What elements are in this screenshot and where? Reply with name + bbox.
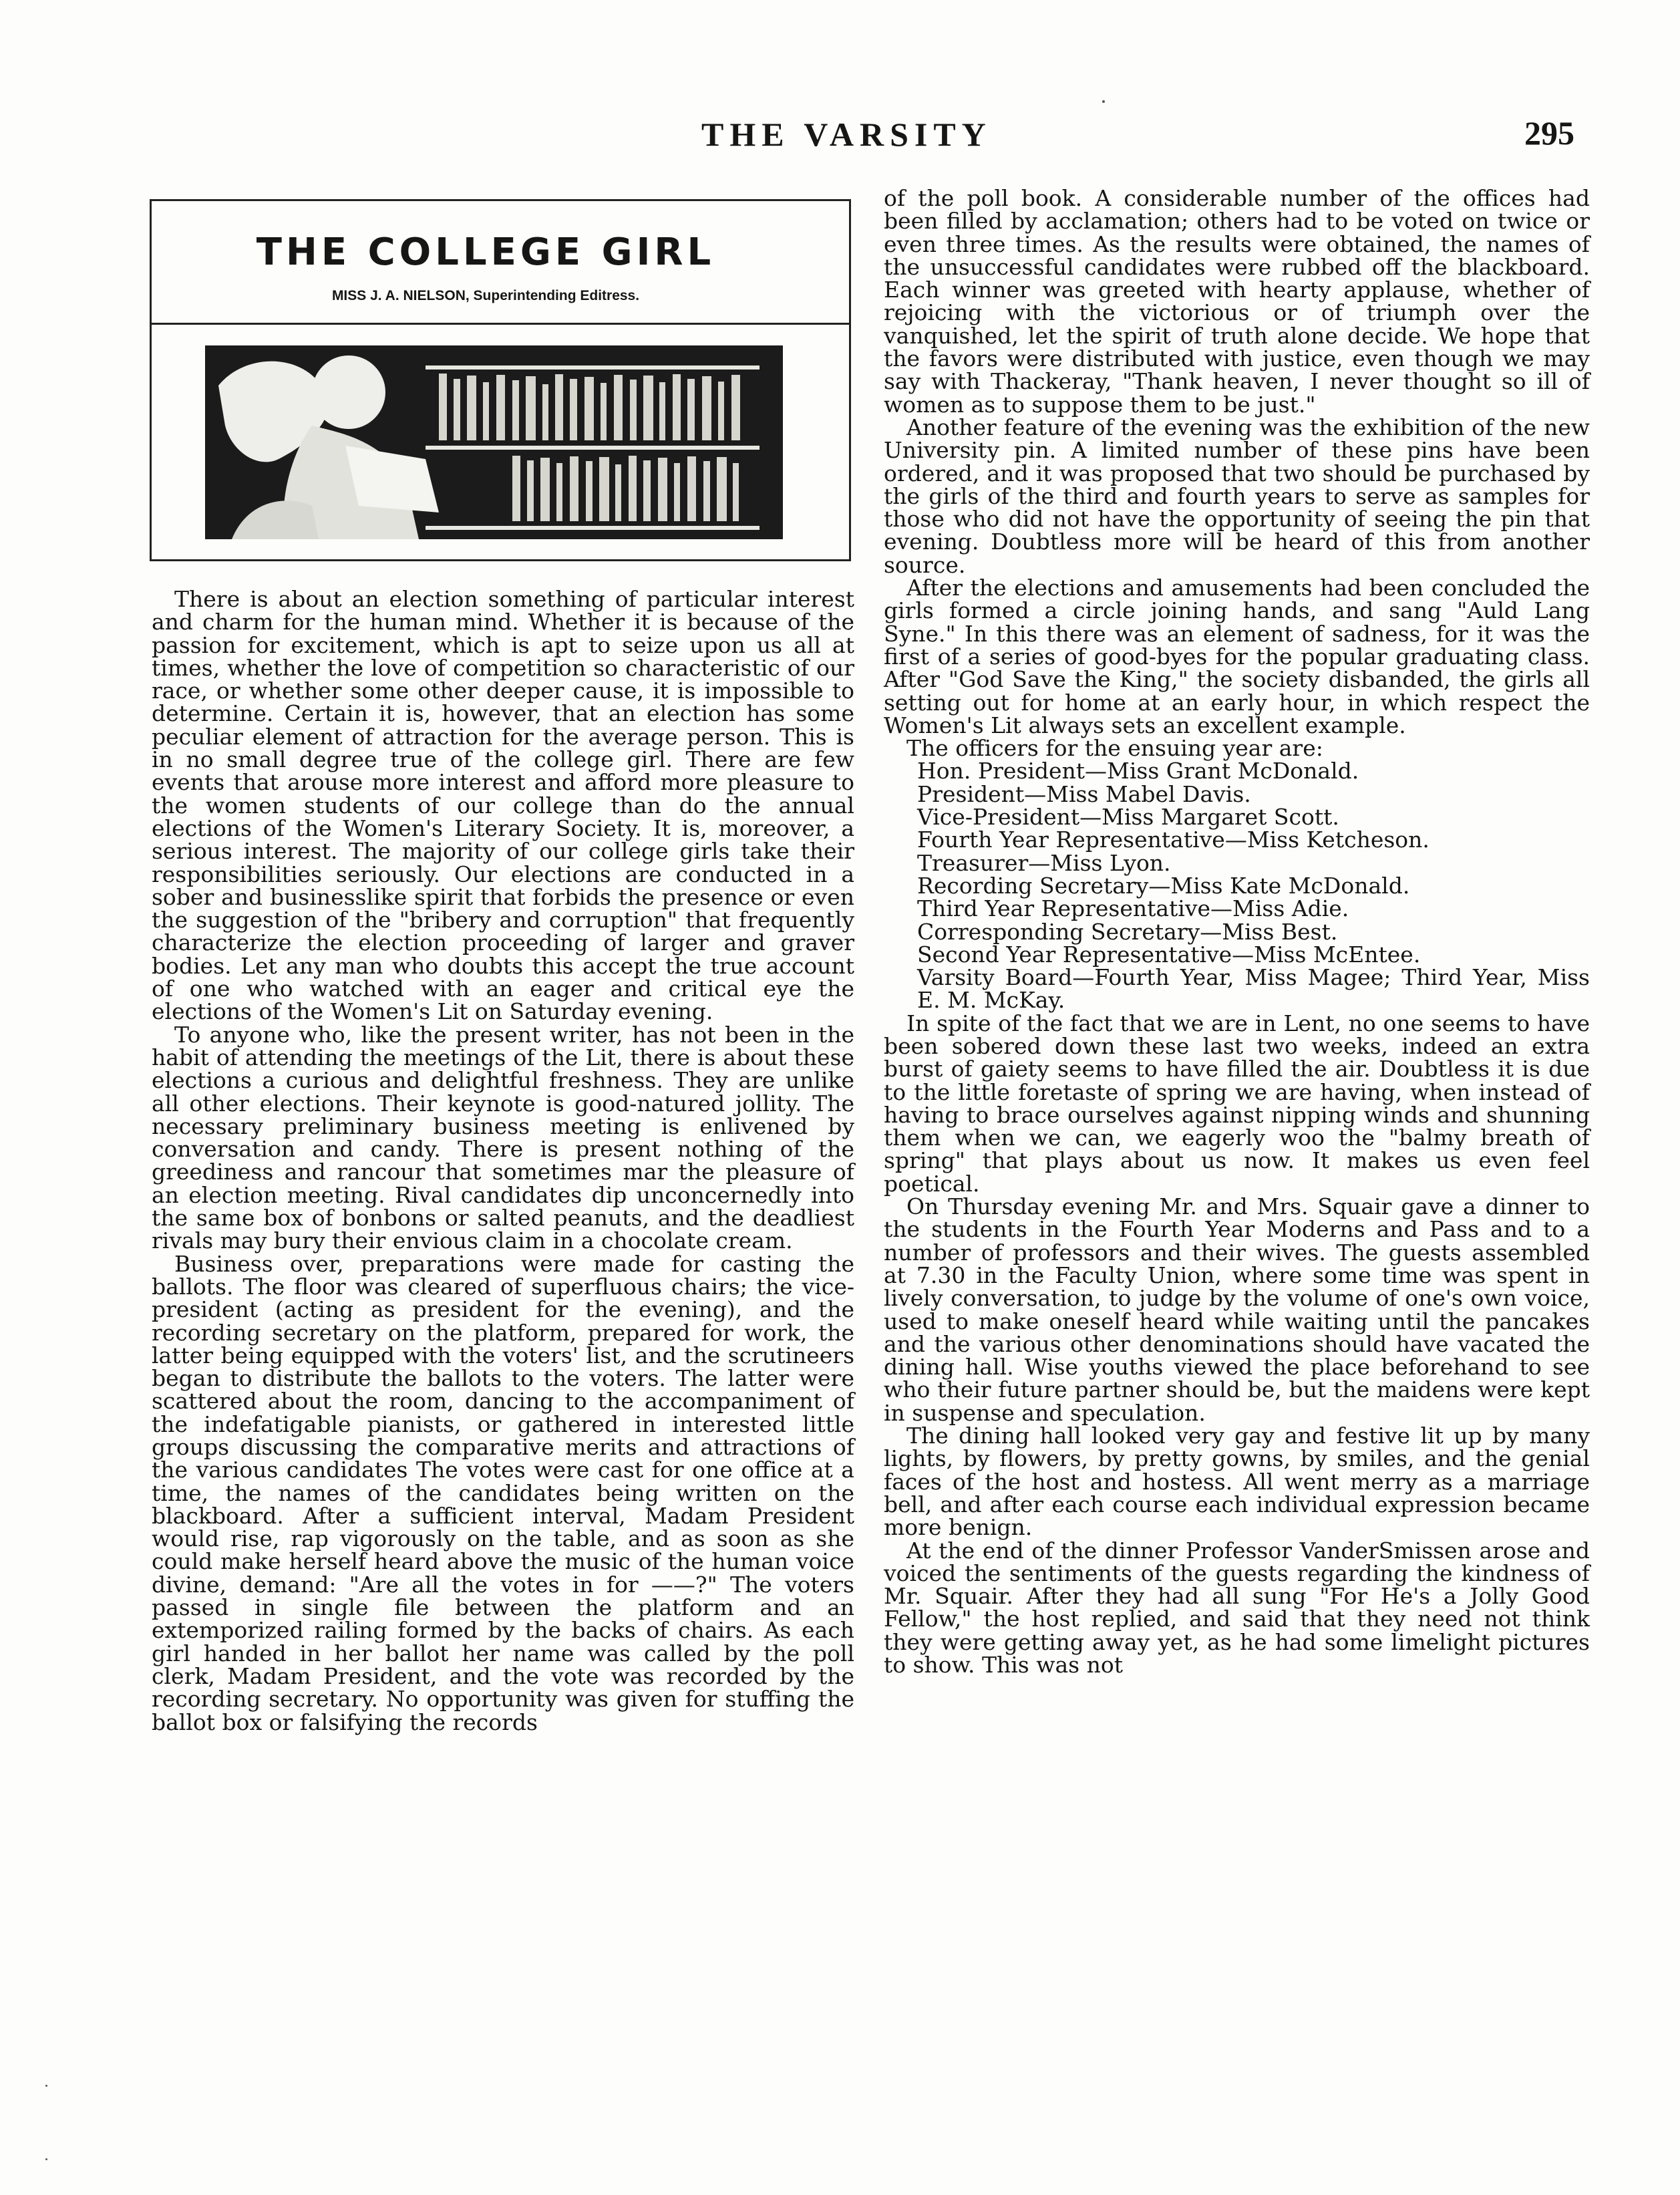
page-number: 295 (1524, 114, 1574, 152)
officer-entry: Fourth Year Representative—Miss Ketcheson. (917, 827, 1430, 853)
officer-entry: Hon. President—Miss Grant McDonald. (917, 758, 1359, 784)
officer-entry: Second Year Representative—Miss McEntee. (917, 941, 1421, 968)
officers-list (884, 760, 1590, 1012)
officer-entry: Third Year Representative—Miss Adie. (917, 895, 1349, 922)
editress-credit: MISS J. A. NIELSON, Superintending Editress. (331, 288, 640, 303)
article-paragraph: After the elections and amusements had been concluded the girls formed a circle joining hands, and sang "Auld Lang Syne." In this there was an element of sadness, for it was the first of a series of good-byes for the popular graduating class. After "God Save the King," the society disbanded, the girls all setting out for home at an early hour, in which respect the Women's Lit always sets an excellent example. (884, 575, 1590, 738)
right-column (884, 187, 1590, 1676)
officer-entry: Varsity Board—Fourth Year, Miss Magee; Third Year, Miss E. M. McKay. (917, 964, 1590, 1014)
reading-girl-illustration (205, 345, 783, 539)
margin-speck (1102, 100, 1105, 103)
officer-entry: Corresponding Secretary—Miss Best. (917, 918, 1338, 945)
article-paragraph: The dining hall looked very gay and festive lit up by many lights, by flowers, by pretty gowns, by smiles, and the genial faces of the host and hostess. All went merry as a marriage bell, and after each course each individual expression became more benign. (884, 1423, 1590, 1541)
article-paragraph: Another feature of the evening was the exhibition of the new University pin. A limited number of these pins have been ordered, and it was proposed that two should be purchased by the girls of the third and fourth years to serve as samples for those who did not have the opportunity of seeing the pin that evening. Doubtless more will be heard of this from another source. (884, 414, 1590, 578)
officer-entry: President—Miss Mabel Davis. (917, 780, 1251, 807)
article-paragraph: At the end of the dinner Professor VanderSmissen arose and voiced the sentiments of the guests regarding the kindness of Mr. Squair. After they had all sung "For He's a Jolly Good Fellow," the host replied, and said that they need not think they were getting away yet, as he had some limelight pictures to show. This was not (884, 1537, 1590, 1678)
officers-intro: The officers for the ensuing year are: (906, 735, 1323, 762)
margin-speck (45, 2085, 47, 2087)
article-paragraph: On Thursday evening Mr. and Mrs. Squair gave a dinner to the students in the Fourth Year Moderns and Pass and to a number of professors and their wives. The guests assembled at 7.30 in the Faculty Union, where some time was spent in lively conversation, to judge by the volume of one's own voice, used to make oneself heard while waiting until the pancakes and the various other denominations should have vacated the dining hall. Wise youths viewed the place beforehand to see who their future partner should be, but the maidens were kept in suspense and speculation. (884, 1193, 1590, 1426)
officer-entry: Recording Secretary—Miss Kate McDonald. (917, 872, 1410, 899)
article-paragraph: To anyone who, like the present writer, has not been in the habit of attending the meetings of the Lit, there is about these elections a curious and delightful freshness. They are unlike all other elections. Their keynote is good-natured jollity. The necessary preliminary business meeting is enlivened by conversation and candy. There is present nothing of the greediness and rancour that sometimes mar the pleasure of an election meeting. Rival candidates dip unconcernedly into the same box of bonbons or salted peanuts, and the deadliest rivals may bury their envious claim in a chocolate cream. (152, 1021, 854, 1254)
margin-speck (45, 2158, 47, 2160)
left-column (152, 588, 854, 1734)
section-header-box (150, 199, 851, 561)
officer-entry: Treasurer—Miss Lyon. (917, 849, 1171, 876)
section-title: THE COLLEGE GIRL (256, 231, 715, 274)
header-divider (152, 323, 849, 325)
article-paragraph: Business over, preparations were made for casting the ballots. The floor was cleared of superfluous chairs; the vice-president (acting as president for the evening), and the recording secretary on the platform, prepared for work, the latter being equipped with the voters' list, and the scrutineers began to distribute the ballots to the voters. The latter were scattered about the room, dancing to the accompaniment of the indefatigable pianists, or gathered in interested little groups discussing the comparative merits and attractions of the various candidates The votes were cast for one office at a time, the names of the candidates being written on the blackboard. After a sufficient interval, Madam President would rise, rap vigorously on the table, and as soon as she could make herself heard above the music of the human voice divine, demand: "Are all the votes in for ——?" The voters passed in single file between the platform and an extemporized railing formed by the backs of chairs. As each girl handed in her ballot her name was called by the poll clerk, Madam President, and the vote was recorded by the recording secretary. No opportunity was given for stuffing the ballot box or falsifying the records (152, 1250, 854, 1735)
article-paragraph: of the poll book. A considerable number of the offices had been filled by acclamation; others had to be voted on twice or even three times. As the results were obtained, the names of the unsuccessful candidates were rubbed off the blackboard. Each winner was greeted with hearty applause, whether of rejoicing with the victorious or of triumph over the vanquished, let the spirit of truth alone decide. We hope that the favors were distributed with justice, even though we may say with Thackeray, "Thank heaven, I never thought so ill of women as to suppose them to be just." (884, 185, 1590, 418)
running-head: THE VARSITY (701, 116, 992, 153)
officer-entry: Vice-President—Miss Margaret Scott. (917, 804, 1339, 831)
article-paragraph: There is about an election something of particular interest and charm for the human mind. Whether it is because of the passion for excitement, which is apt to seize upon us all at times, whether the love of competition so characteristic of our race, or whether some other deeper cause, it is impossible to determine. Certain it is, however, that an election has some peculiar element of attraction for the average person. This is in no small degree true of the college girl. There are few events that arouse more interest and afford more pleasure to the women students of our college than do the annual elections of the Women's Literary Society. It is, moreover, a serious interest. The majority of our college girls take their responsibilities seriously. Our elections are conducted in a sober and businesslike spirit that forbids the presence or even the suggestion of the "bribery and corruption" that frequently characterize the election proceeding of larger and graver bodies. Let any man who doubts this accept the true account of one who watched with an eager and critical eye the elections of the Women's Lit on Saturday evening. (152, 586, 854, 1025)
article-paragraph: In spite of the fact that we are in Lent, no one seems to have been sobered down these last two weeks, indeed an extra burst of gaiety seems to have filled the air. Doubtless it is due to the little foretaste of spring we are having, when instead of having to brace ourselves against nipping winds and shunning them when we can, we eagerly woo the "balmy breath of spring" that plays about us now. It makes us even feel poetical. (884, 1010, 1590, 1197)
